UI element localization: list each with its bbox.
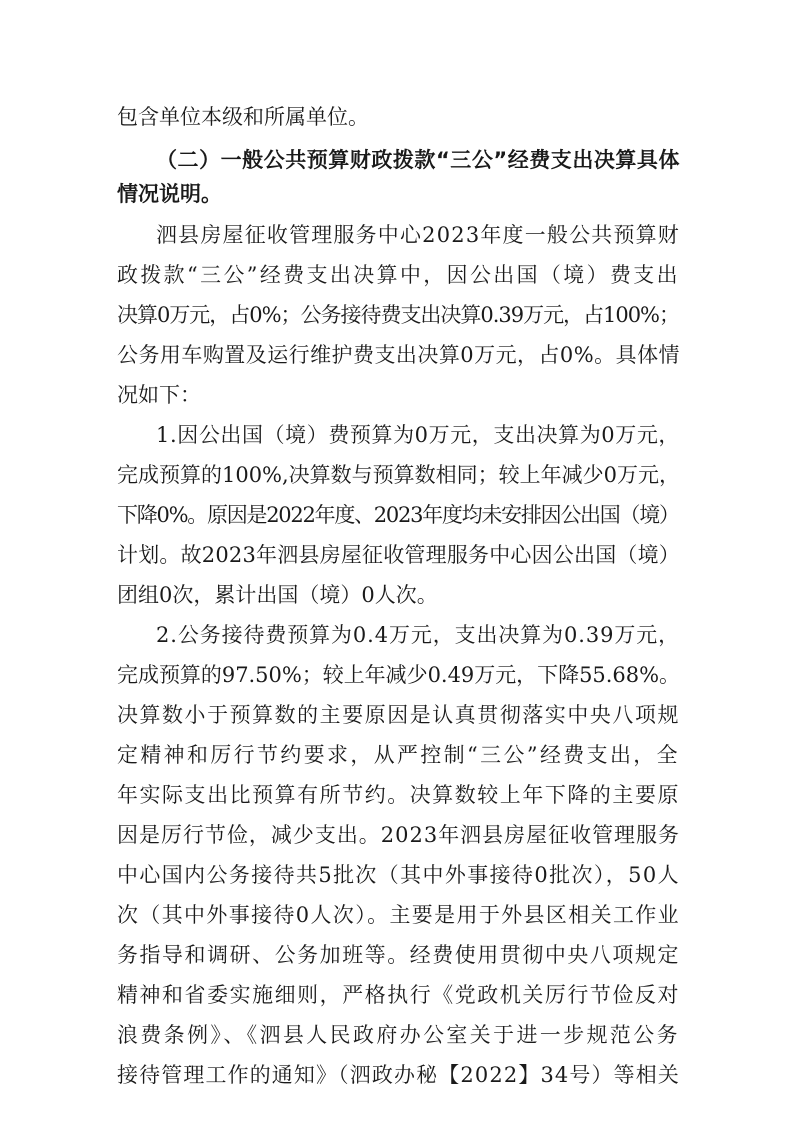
- paragraph-line: 2.公务接待费预算为0.4万元，支出决算为0.39万元，: [156, 623, 680, 647]
- paragraph-line: 团组0次，累计出国（境）0人次。: [117, 583, 438, 607]
- section-heading: （二）一般公共预算财政拨款“三公”经费支出决算具体: [156, 148, 680, 172]
- paragraph-line: 定精神和厉行节约要求，从严控制“三公”经费支出，全: [117, 743, 680, 767]
- paragraph-line: 决算数小于预算数的主要原因是认真贯彻落实中央八项规: [117, 703, 680, 727]
- paragraph-line: 1.因公出国（境）费预算为0万元，支出决算为0万元，: [156, 423, 680, 447]
- paragraph-line: 务指导和调研、公务加班等。经费使用贯彻中央八项规定: [117, 943, 680, 967]
- paragraph-line: 中心国内公务接待共5批次（其中外事接待0批次），50人: [117, 863, 680, 887]
- paragraph-line: 次（其中外事接待0人次）。主要是用于外县区相关工作业: [117, 903, 680, 927]
- paragraph-line: 况如下：: [117, 383, 201, 407]
- paragraph-line: 公务用车购置及运行维护费支出决算0万元，占0%。具体情: [117, 343, 680, 367]
- paragraph-line: 因是厉行节俭，减少支出。2023年泗县房屋征收管理服务: [117, 823, 680, 847]
- paragraph-line: 泗县房屋征收管理服务中心2023年度一般公共预算财: [156, 223, 680, 247]
- paragraph-line: 完成预算的100%,决算数与预算数相同；较上年减少0万元，: [117, 463, 680, 487]
- paragraph-line: 精神和省委实施细则，严格执行《党政机关厉行节俭反对: [117, 983, 680, 1007]
- paragraph-line: 政拨款“三公”经费支出决算中，因公出国（境）费支出: [117, 263, 680, 287]
- paragraph-line: 决算0万元，占0%；公务接待费支出决算0.39万元，占100%；: [117, 303, 679, 327]
- paragraph-line: 计划。故2023年泗县房屋征收管理服务中心因公出国（境）: [117, 543, 680, 567]
- paragraph-line: 完成预算的97.50%；较上年减少0.49万元，下降55.68%。: [117, 663, 680, 687]
- paragraph-line: 下降0%。原因是2022年度、2023年度均未安排因公出国（境）: [117, 503, 679, 527]
- section-heading-cont: 情况说明。: [117, 182, 222, 206]
- paragraph-line: 浪费条例》、《泗县人民政府办公室关于进一步规范公务: [117, 1023, 680, 1047]
- paragraph-line: 接待管理工作的通知》（泗政办秘【2022】34号）等相关: [117, 1063, 680, 1087]
- paragraph-line: 年实际支出比预算有所节约。决算数较上年下降的主要原: [117, 783, 680, 807]
- text-line: 包含单位本级和所属单位。: [117, 105, 369, 129]
